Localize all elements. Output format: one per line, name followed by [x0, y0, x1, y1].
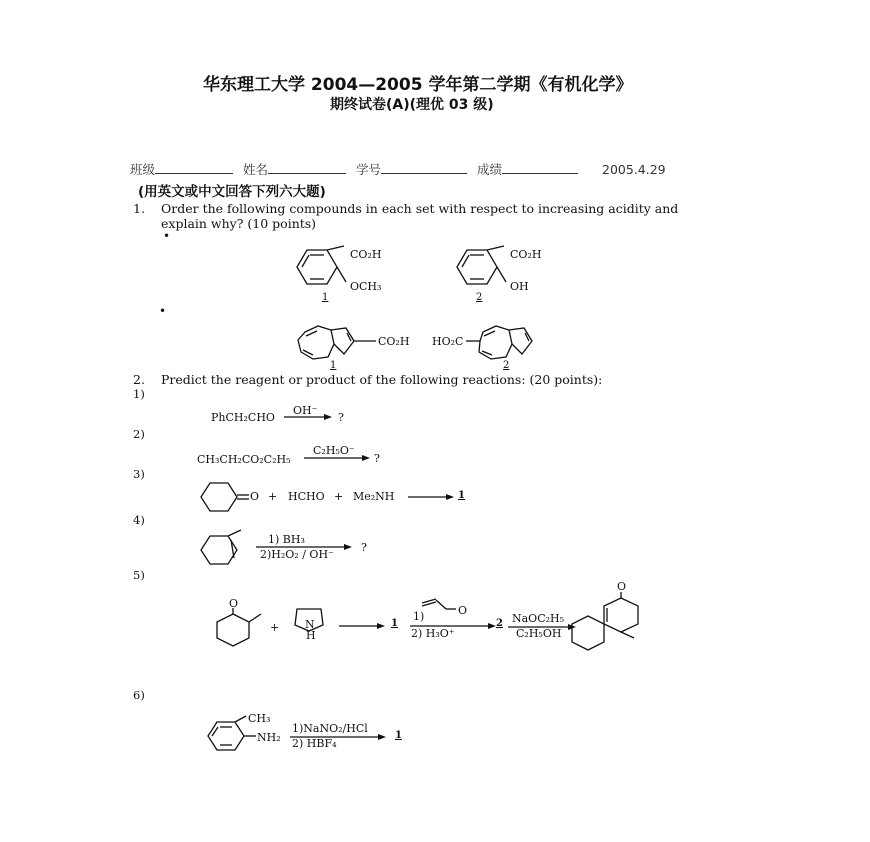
r2-product: ? [374, 452, 380, 465]
exam-date: 2005.4.29 [602, 162, 666, 177]
r5-enone-o: O [617, 580, 627, 593]
r6-number: 6) [133, 688, 145, 702]
r1-product: ? [338, 411, 344, 424]
r6-reagent-bottom: 2) HBF₄ [292, 737, 337, 750]
r5-product-2: 2 [496, 618, 503, 629]
r5-plus: + [270, 621, 280, 634]
class-blank [155, 161, 233, 174]
r5-octalone-structure [586, 588, 656, 658]
r3-product: 1 [458, 490, 465, 501]
r5-amine-n: N [305, 618, 315, 631]
r3-ketone-o: O [250, 490, 260, 503]
r3-number: 3) [133, 467, 145, 481]
r4-methylcyclohexene-structure [201, 530, 261, 570]
q1-text-line1: Order the following compounds in each set with respect to increasing acidity and [161, 201, 679, 216]
r5-methylcyclohexanone-structure [215, 608, 275, 658]
r1-arrow [284, 414, 334, 422]
r3-arrow [408, 494, 458, 502]
exam-title: 华东理工大学 2004—2005 学年第二学期《有机化学》 [203, 75, 633, 95]
id-blank [381, 161, 467, 174]
q1-set2-c1-label: 1 [330, 360, 337, 371]
r4-product: ? [361, 541, 367, 554]
q1-c2-top-group: CO₂H [510, 248, 542, 261]
q1-c2-bottom-group: OH [510, 280, 529, 293]
q1-set2-compound2-structure [466, 324, 556, 364]
q1-set2-compound1-structure [296, 324, 386, 364]
r6-reagent-top: 1)NaNO₂/HCl [292, 722, 368, 735]
q1-c1-top-group: CO₂H [350, 248, 382, 261]
r5-mvk-structure [422, 597, 462, 617]
r1-number: 1) [133, 387, 145, 401]
r3-plus-2: + [334, 490, 344, 503]
r4-reagent-bottom: 2)H₂O₂ / OH⁻ [260, 548, 334, 561]
name-blank [268, 161, 346, 174]
instruction: (用英文或中文回答下列六大题) [138, 184, 326, 200]
q1-c2-label: 2 [476, 292, 483, 303]
r5-mvk-o: O [458, 604, 468, 617]
r1-reactant: PhCH₂CHO [211, 411, 275, 424]
r2-reagent: C₂H₅O⁻ [313, 444, 355, 457]
r5-cyclohexanone-o: O [229, 597, 239, 610]
q1-bullet-2: • [159, 304, 167, 318]
student-info-line [130, 160, 666, 178]
r5-step2-top: 1) [413, 610, 425, 623]
r6-ch3: CH₃ [248, 712, 271, 725]
q1-bullet-1: • [163, 229, 171, 243]
r3-reagent-b: Me₂NH [353, 490, 395, 503]
r5-product-1: 1 [391, 618, 398, 629]
r5-number: 5) [133, 568, 145, 582]
r2-reactant: CH₃CH₂CO₂C₂H₅ [197, 453, 291, 466]
q1-number: 1. [133, 201, 145, 216]
q1-set2-c1-group: CO₂H [378, 335, 410, 348]
q2-text: Predict the reagent or product of the following reactions: (20 points): [161, 372, 603, 387]
r5-step3-top: NaOC₂H₅ [512, 612, 565, 625]
q2-number: 2. [133, 372, 145, 387]
r3-reagent-a: HCHO [288, 490, 325, 503]
score-blank [502, 161, 578, 174]
r3-plus-1: + [268, 490, 278, 503]
r5-step2-bottom: 2) H₃O⁺ [411, 627, 455, 640]
class-label: 班级 [130, 162, 156, 177]
r4-reagent-top: 1) BH₃ [268, 533, 305, 546]
r6-nh2: NH₂ [257, 731, 281, 744]
r2-arrow [304, 455, 374, 463]
q1-c1-label: 1 [322, 292, 329, 303]
q1-set2-c2-label: 2 [503, 360, 510, 371]
name-label: 姓名 [243, 162, 269, 177]
id-label: 学号 [356, 162, 382, 177]
r5-step3-bottom: C₂H₅OH [516, 627, 562, 640]
q1-c1-bottom-group: OCH₃ [350, 280, 382, 293]
r1-reagent: OH⁻ [293, 404, 318, 417]
r6-product: 1 [395, 730, 402, 741]
r5-arrow-1 [339, 623, 389, 631]
q1-text-line2: explain why? (10 points) [161, 216, 317, 231]
r3-cyclohexanone-structure [201, 483, 256, 513]
exam-subtitle: 期终试卷(A)(理优 03 级) [330, 97, 494, 113]
score-label: 成绩 [477, 162, 503, 177]
r4-number: 4) [133, 513, 145, 527]
r5-amine-h: H [306, 629, 316, 642]
q1-set2-c2-group: HO₂C [432, 335, 464, 348]
r2-number: 2) [133, 427, 145, 441]
